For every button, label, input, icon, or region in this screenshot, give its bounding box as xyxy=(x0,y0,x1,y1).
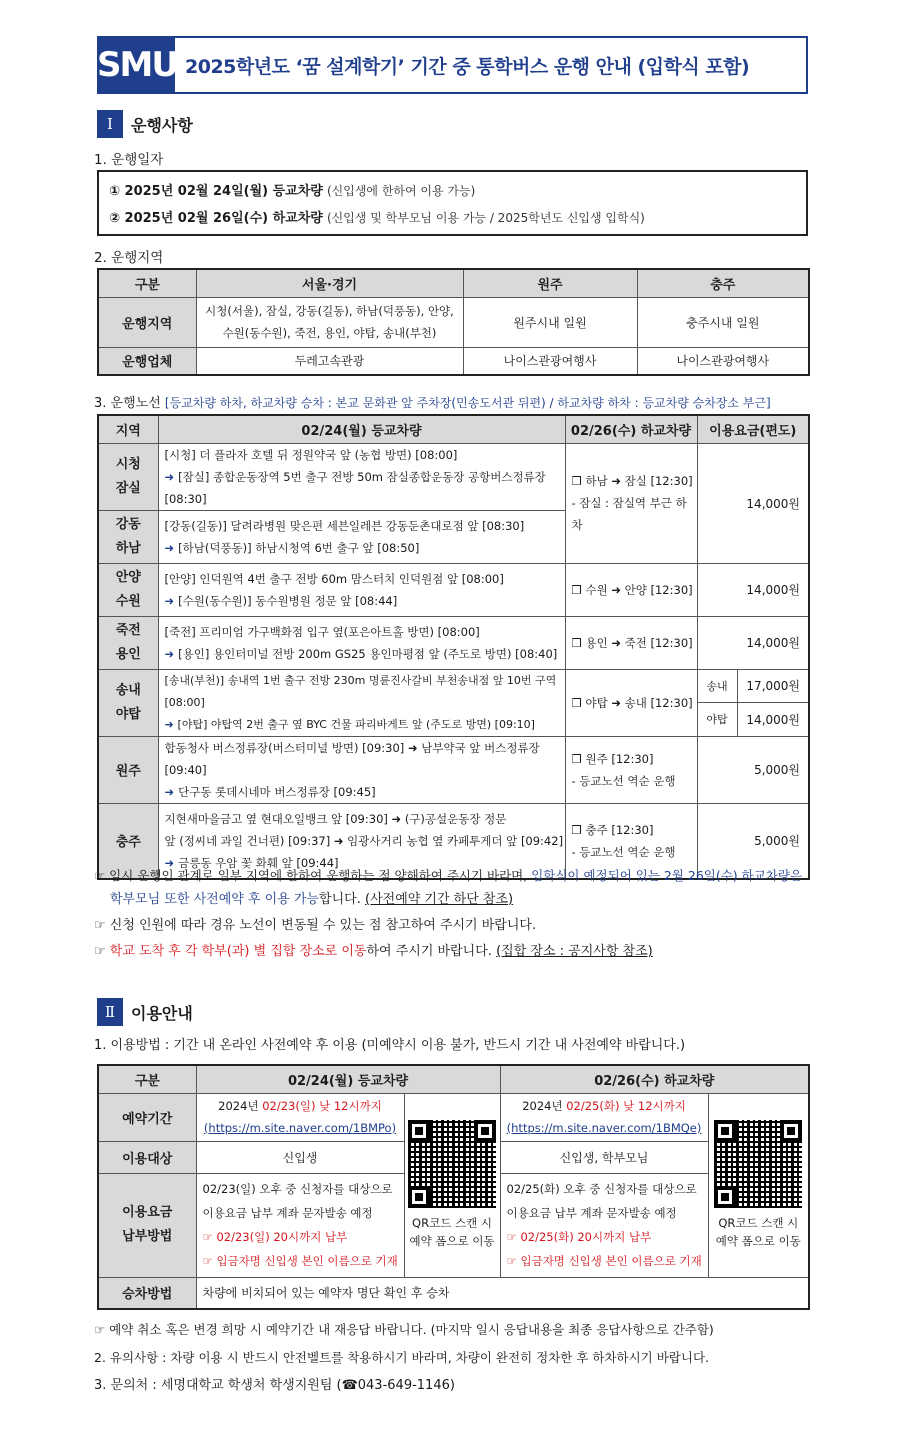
route-table xyxy=(97,414,810,880)
route-cell: [안양] 인덕원역 4번 출구 전방 60m 맘스터치 인덕원점 앞 [08:00] ➜ [수원(동수원)] 동수원병원 정문 앞 [08:44] xyxy=(158,563,565,616)
col-header: 02/26(수) 하교차량 xyxy=(500,1065,809,1093)
subheading-routes: 3. 운행노선 [등교차량 하차, 하교차량 승차 : 본교 문화관 앞 주차장(민송도서관 뒤편) / 하교차량 하차 : 등교차량 승차장소 부근] xyxy=(94,396,771,411)
table-cell: 2024년 02/23(일) 낮 12시까지 (https://m.site.naver.com/1BMPo) xyxy=(196,1093,404,1141)
col-header: 구분 xyxy=(98,269,196,297)
region-cell: 원주 xyxy=(98,736,158,803)
col-header: 원주 xyxy=(463,269,637,297)
return-cell: ❒ 용인 ➜ 죽전 [12:30] xyxy=(565,616,697,669)
return-cell: ❒ 충주 [12:30] - 등교노선 역순 운행 xyxy=(565,803,697,879)
table-cell: 나이스관광여행사 xyxy=(463,347,637,375)
fee-cell: 17,000원 xyxy=(737,669,809,703)
subheading-dates: 1. 운행일자 xyxy=(94,152,164,168)
col-header: 지역 xyxy=(98,415,158,443)
fee-cell: 14,000원 xyxy=(737,703,809,737)
usage-table xyxy=(97,1064,810,1310)
fee-label: 야탑 xyxy=(697,703,737,737)
note-line: ☞ 임시 운행인 관계로 일부 지역에 한하여 운행하는 점 양해하여 주시기 바라며, 입학식이 예정되어 있는 2월 26일(수) 하교차량은 xyxy=(94,868,803,883)
reservation-link[interactable]: (https://m.site.naver.com/1BMPo) xyxy=(203,1121,397,1135)
subheading-usage: 1. 이용방법 : 기간 내 온라인 사전예약 후 이용 (미예약시 이용 불가, 반드시 기간 내 사전예약 바랍니다.) xyxy=(94,1038,686,1053)
col-header: 02/24(월) 등교차량 xyxy=(158,415,565,443)
notes-block xyxy=(94,866,814,962)
row-label: 이용대상 xyxy=(98,1141,196,1173)
section-2-heading xyxy=(97,998,193,1026)
date-line-2: ② 2025년 02월 26일(수) 하교차량 (신입생 및 학부모님 이용 가능 / 2025학년도 신입생 입학식) xyxy=(109,211,645,226)
route-cell: [죽전] 프리미엄 가구백화점 입구 옆(포은아트홀 방면) [08:00] ➜ [용인] 용인터미널 전방 200m GS25 용인마평점 앞 (주도로 방면) [08:40] xyxy=(158,616,565,669)
page-title: 2025학년도 ‘꿈 설계학기’ 기간 중 통학버스 운행 안내 (입학식 포함) xyxy=(185,55,750,78)
col-header: 충주 xyxy=(637,269,809,297)
route-cell: [송내(부천)] 송내역 1번 출구 전방 230m 명륜진사갈비 부천송내점 앞 10번 구역 [08:00] ➜ [야탑] 야탑역 2번 출구 옆 BYC 건물 파리바게트 앞 (주도로 방면) [09:10] xyxy=(158,669,565,736)
fee-cell: 5,000원 xyxy=(697,736,809,803)
row-label: 운행지역 xyxy=(98,297,196,347)
return-cell: ❒ 수원 ➜ 안양 [12:30] xyxy=(565,563,697,616)
route-cell: [강동(길동)] 달려라병원 맞은편 세븐일레븐 강동둔촌대로점 앞 [08:30] ➜ [하남(덕풍동)] 하남시청역 6번 출구 앞 [08:50] xyxy=(158,510,565,563)
qr-caption: QR코드 스캔 시 예약 폼으로 이동 xyxy=(409,1216,495,1248)
route-cell: [시청] 더 플라자 호텔 뒤 정원약국 앞 (농협 방면) [08:00] ➜ [잠실] 종합운동장역 5번 출구 전방 50m 잠실종합운동장 공항버스정류장 [08:30] xyxy=(158,443,565,510)
contact-line: 3. 문의처 : 세명대학교 학생처 학생지원팀 (☎043-649-1146) xyxy=(94,1378,455,1393)
region-table xyxy=(97,268,810,376)
qr-caption: QR코드 스캔 시 예약 폼으로 이동 xyxy=(715,1216,801,1248)
table-cell: 원주시내 일원 xyxy=(463,297,637,347)
section-title: 운행사항 xyxy=(131,115,193,135)
fee-cell: 5,000원 xyxy=(697,803,809,879)
fee-label: 송내 xyxy=(697,669,737,703)
subheading-regions: 2. 운행지역 xyxy=(94,250,164,266)
note-line: 학부모님 또한 사전예약 후 이용 가능합니다. (사전예약 기간 하단 참조) xyxy=(110,892,514,907)
row-label: 운행업체 xyxy=(98,347,196,375)
note-line: ☞ 신청 인원에 따라 경유 노선이 변동될 수 있는 점 참고하여 주시기 바랍니다. xyxy=(94,918,537,933)
col-header: 서울·경기 xyxy=(196,269,463,297)
route-cell: 합동청사 버스정류장(버스터미널 방면) [09:30] ➜ 남부약국 앞 버스정류장 [09:40] ➜ 단구동 롯데시네마 버스정류장 [09:45] xyxy=(158,736,565,803)
table-cell: 02/23(일) 오후 중 신청자를 대상으로 이용요금 납부 계좌 문자발송 예정 ☞ 02/23(일) 20시까지 납부 ☞ 입금자명 신입생 본인 이름으로 기재 xyxy=(196,1173,404,1277)
fee-cell: 14,000원 xyxy=(697,443,809,563)
table-cell: 충주시내 일원 xyxy=(637,297,809,347)
row-label: 예약기간 xyxy=(98,1093,196,1141)
region-cell: 죽전 용인 xyxy=(98,616,158,669)
route-cell: 지현새마을금고 옆 현대오일뱅크 앞 [09:30] ➜ (구)공설운동장 정문 앞 (정씨네 과일 건너편) [09:37] ➜ 임광사거리 농협 옆 카페투게더 앞 [09:42] ➜ 금릉동 우암 꽃 화훼 앞 [09:44] xyxy=(158,803,565,879)
table-cell: 신입생, 학부모님 xyxy=(500,1141,708,1173)
qr-code-icon[interactable] xyxy=(714,1120,802,1208)
qr-code-icon[interactable] xyxy=(408,1120,496,1208)
table-cell: 두레고속관광 xyxy=(196,347,463,375)
col-header: 02/24(월) 등교차량 xyxy=(196,1065,500,1093)
region-cell: 시청 잠실 xyxy=(98,443,158,510)
section-title: 이용안내 xyxy=(131,1003,193,1023)
reservation-link[interactable]: (https://m.site.naver.com/1BMQe) xyxy=(506,1121,702,1135)
region-cell: 송내 야탑 xyxy=(98,669,158,736)
region-cell: 충주 xyxy=(98,803,158,879)
table-cell: 나이스관광여행사 xyxy=(637,347,809,375)
region-cell: 강동 하남 xyxy=(98,510,158,563)
table-cell: 02/25(화) 오후 중 신청자를 대상으로 이용요금 납부 계좌 문자발송 예정 ☞ 02/25(화) 20시까지 납부 ☞ 입금자명 신입생 본인 이름으로 기재 xyxy=(500,1173,708,1277)
qr-cell xyxy=(708,1093,809,1277)
date-line-1: ① 2025년 02월 24일(월) 등교차량 (신입생에 한하여 이용 가능) xyxy=(109,184,476,199)
table-cell: 신입생 xyxy=(196,1141,404,1173)
return-cell: ❒ 원주 [12:30] - 등교노선 역순 운행 xyxy=(565,736,697,803)
col-header: 이용요금(편도) xyxy=(697,415,809,443)
section-number: Ⅱ xyxy=(97,998,123,1026)
caution-line: 2. 유의사항 : 차량 이용 시 반드시 안전벨트를 착용하시기 바라며, 차량이 완전히 정차한 후 하차하시기 바랍니다. xyxy=(94,1350,709,1365)
note-line: ☞ 예약 취소 혹은 변경 희망 시 예약기간 내 재응답 바랍니다. (마지막 일시 응답내용을 최종 응답사항으로 간주함) xyxy=(94,1322,714,1337)
title-banner xyxy=(97,36,808,94)
col-header: 02/26(수) 하교차량 xyxy=(565,415,697,443)
return-cell: ❒ 하남 ➜ 잠실 [12:30] - 잠실 : 잠실역 부근 하차 xyxy=(565,443,697,563)
return-cell: ❒ 야탑 ➜ 송내 [12:30] xyxy=(565,669,697,736)
qr-cell xyxy=(404,1093,500,1277)
col-header: 구분 xyxy=(98,1065,196,1093)
section-number: Ⅰ xyxy=(97,110,123,138)
smu-logo: SMU xyxy=(99,38,175,92)
region-cell: 안양 수원 xyxy=(98,563,158,616)
dates-box xyxy=(97,170,808,236)
row-label: 승차방법 xyxy=(98,1277,196,1309)
table-cell: 시청(서울), 잠실, 강동(길동), 하남(덕풍동), 안양, 수원(동수원), 죽전, 용인, 야탑, 송내(부천) xyxy=(196,297,463,347)
section-1-heading xyxy=(97,110,193,138)
fee-cell: 14,000원 xyxy=(697,563,809,616)
fee-cell: 14,000원 xyxy=(697,616,809,669)
row-label: 이용요금 납부방법 xyxy=(98,1173,196,1277)
note-line: ☞ 학교 도착 후 각 학부(과) 별 집합 장소로 이동하여 주시기 바랍니다. (집합 장소 : 공지사항 참조) xyxy=(94,944,653,959)
table-cell: 차량에 비치되어 있는 예약자 명단 확인 후 승차 xyxy=(196,1277,809,1309)
table-cell: 2024년 02/25(화) 낮 12시까지 (https://m.site.naver.com/1BMQe) xyxy=(500,1093,708,1141)
